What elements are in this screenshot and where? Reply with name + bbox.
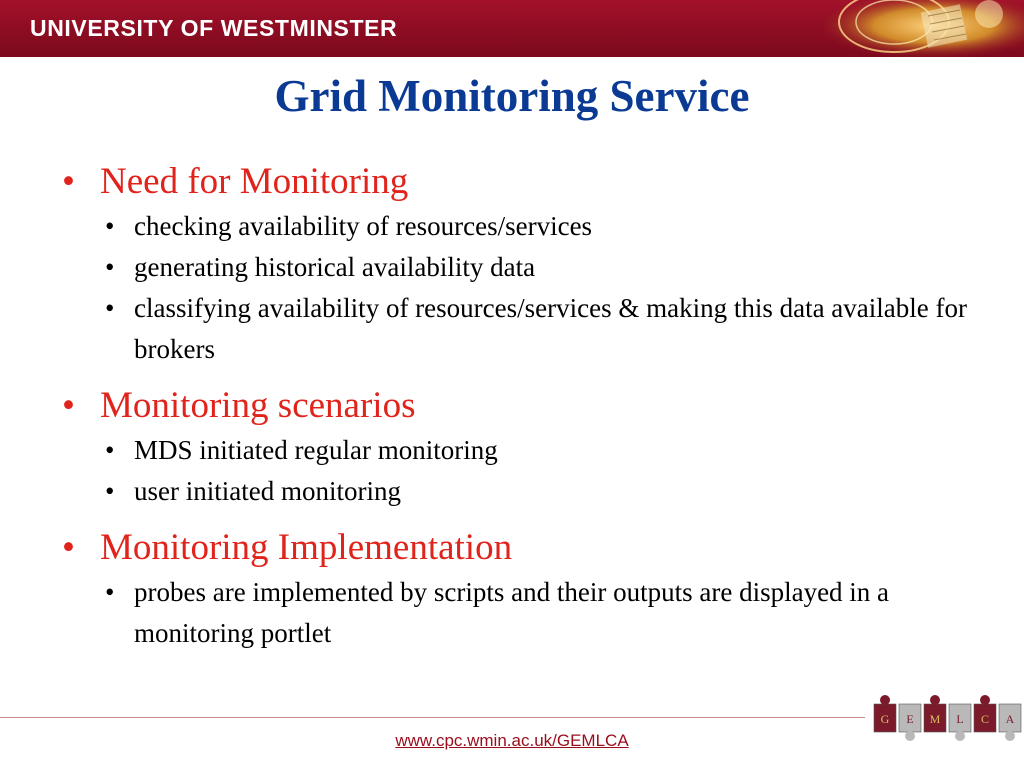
logo-letter: C <box>980 712 990 726</box>
bullet-section <box>62 384 1002 512</box>
sub-bullet-text: MDS initiated regular monitoring <box>134 435 498 465</box>
gemlca-logo <box>870 688 1024 750</box>
bullet-icon: • <box>105 211 115 241</box>
banner-decoration-icon <box>824 0 1024 57</box>
puzzle-knob <box>955 731 965 741</box>
logo-letter: E <box>906 712 914 726</box>
sub-bullet-item <box>88 572 1002 654</box>
bullet-icon: • <box>105 476 115 506</box>
bullet-icon: • <box>62 385 75 426</box>
bullet-icon: • <box>62 161 75 202</box>
sub-bullet-item <box>88 206 1002 247</box>
bullet-icon: • <box>62 527 75 568</box>
sub-bullet-item <box>88 471 1002 512</box>
sub-bullet-list <box>100 430 1002 512</box>
sub-bullet-list <box>100 206 1002 370</box>
sub-bullet-text: classifying availability of resources/services & making this data available for brokers <box>134 293 967 364</box>
bullet-icon: • <box>105 435 115 465</box>
sub-bullet-list <box>100 572 1002 654</box>
puzzle-knob <box>1005 731 1015 741</box>
puzzle-knob <box>930 695 940 705</box>
sub-bullet-item <box>88 288 1002 370</box>
sub-bullet-text: generating historical availability data <box>134 252 536 282</box>
bullet-section <box>62 526 1002 654</box>
sub-bullet-text: probes are implemented by scripts and their outputs are displayed in a monitoring portlet <box>134 577 890 648</box>
bullet-icon: • <box>105 577 115 607</box>
bullet-list <box>62 160 1002 654</box>
sub-bullet-item <box>88 247 1002 288</box>
footer-url-link[interactable]: www.cpc.wmin.ac.uk/GEMLCA <box>395 731 629 750</box>
bullet-icon: • <box>105 293 115 323</box>
puzzle-knob <box>880 695 890 705</box>
sub-bullet-text: checking availability of resources/services <box>134 211 593 241</box>
slide-title: Grid Monitoring Service <box>274 71 750 121</box>
puzzle-knob <box>905 731 915 741</box>
bullet-icon: • <box>105 252 115 282</box>
footer-divider <box>0 717 865 718</box>
section-heading: Monitoring scenarios <box>100 385 416 426</box>
logo-letter: G <box>880 712 890 726</box>
logo-letter: M <box>929 712 941 726</box>
puzzle-pieces <box>874 695 1021 741</box>
sub-bullet-item <box>88 430 1002 471</box>
header-banner <box>0 0 1024 57</box>
section-heading: Monitoring Implementation <box>100 527 513 568</box>
sub-bullet-text: user initiated monitoring <box>134 476 401 506</box>
section-heading: Need for Monitoring <box>100 161 409 202</box>
logo-letter: L <box>956 712 964 726</box>
institution-name: UNIVERSITY OF WESTMINSTER <box>30 15 398 41</box>
puzzle-knob <box>980 695 990 705</box>
logo-letter: A <box>1005 712 1015 726</box>
bullet-section <box>62 160 1002 370</box>
